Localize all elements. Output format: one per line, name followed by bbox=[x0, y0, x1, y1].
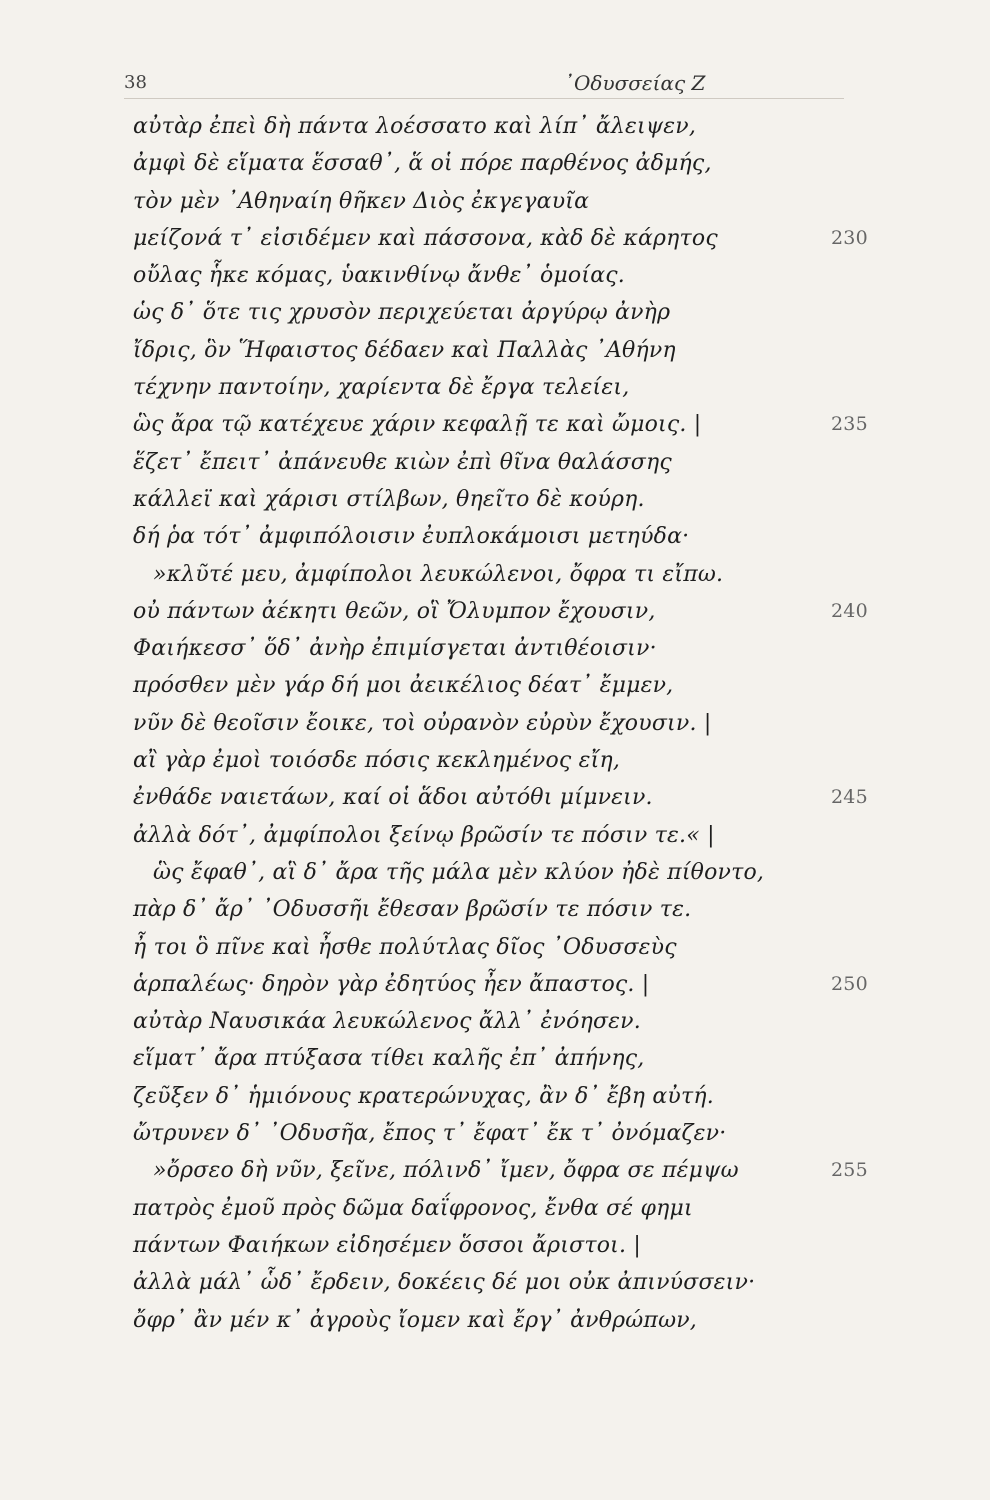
verse-text: ὡς δ᾽ ὅτε τις χρυσὸν περιχεύεται ἀργύρῳ ἀνὴρ bbox=[133, 300, 671, 326]
verse-text: πρόσθεν μὲν γάρ δή μοι ἀεικέλιος δέατ᾽ ἔμμεν, bbox=[133, 673, 674, 699]
verse-text: ἦ τοι ὃ πῖνε καὶ ἦσθε πολύτλας δῖος ᾽Οδυσσεὺς bbox=[133, 934, 677, 960]
verse-text: ἕζετ᾽ ἔπειτ᾽ ἀπάνευθε κιὼν ἐπὶ θῖνα θαλάσσης bbox=[133, 449, 672, 475]
verse-line bbox=[133, 1152, 868, 1189]
verse-text: αὐτὰρ Ναυσικάα λευκώλενος ἄλλ᾽ ἐνόησεν. bbox=[133, 1009, 641, 1035]
verse-text: πατρὸς ἐμοῦ πρὸς δῶμα δαΐφρονος, ἔνθα σέ φημι bbox=[133, 1195, 693, 1221]
line-number: 230 bbox=[831, 226, 868, 249]
verse-text: ἁρπαλέως· δηρὸν γὰρ ἐδητύος ἦεν ἄπαστος. | bbox=[133, 971, 650, 997]
line-number: 245 bbox=[831, 786, 868, 809]
verse-text: ὣς ἄρα τῷ κατέχευε χάριν κεφαλῇ τε καὶ ὤμοις. | bbox=[133, 412, 702, 438]
verse-line bbox=[133, 817, 853, 854]
verse-text: αὐτὰρ ἐπεὶ δὴ πάντα λοέσσατο καὶ λίπ᾽ ἄλειψεν, bbox=[133, 114, 697, 139]
verse-text: τὸν μὲν ᾽Αθηναίη θῆκεν Διὸς ἐκγεγαυῖα bbox=[133, 188, 590, 214]
verse-text: ἀλλὰ μάλ᾽ ὧδ᾽ ἔρδειν, δοκέεις δέ μοι οὐκ ἀπινύσσειν· bbox=[133, 1270, 756, 1296]
line-number: 240 bbox=[831, 599, 868, 622]
verse-line bbox=[133, 667, 853, 704]
page-header bbox=[124, 68, 844, 99]
verse-text: ἴδρις, ὃν Ἥφαιστος δέδαεν καὶ Παλλὰς ᾽Αθήνη bbox=[133, 337, 676, 363]
verse-line bbox=[133, 1302, 853, 1339]
verse-text: μείζονά τ᾽ εἰσιδέμεν καὶ πάσσονα, κὰδ δὲ κάρητος bbox=[133, 225, 718, 251]
verse-text: οὔλας ἧκε κόμας, ὑακινθίνῳ ἄνθε᾽ ὁμοίας. bbox=[133, 263, 625, 289]
verse-line bbox=[133, 369, 853, 406]
verse-line bbox=[133, 145, 853, 182]
verse-line bbox=[133, 257, 853, 294]
verse-text: δή ῥα τότ᾽ ἀμφιπόλοισιν ἐυπλοκάμοισι μετηύδα· bbox=[133, 524, 690, 550]
verse-text: πὰρ δ᾽ ἄρ᾽ ᾽Οδυσσῆι ἔθεσαν βρῶσίν τε πόσιν τε. bbox=[133, 897, 692, 923]
verse-line bbox=[133, 1078, 853, 1115]
running-head: ᾽Οδυσσείας Ζ bbox=[564, 71, 706, 95]
verse-text: τέχνην παντοίην, χαρίεντα δὲ ἔργα τελείει, bbox=[133, 375, 630, 401]
verse-line bbox=[133, 742, 853, 779]
line-number: 250 bbox=[831, 972, 868, 995]
verse-line bbox=[133, 406, 868, 443]
verse-line bbox=[133, 556, 853, 593]
verse-lines bbox=[133, 108, 868, 1339]
verse-line bbox=[133, 1003, 853, 1040]
verse-text: ὣς ἔφαθ᾽, αἳ δ᾽ ἄρα τῆς μάλα μὲν κλύον ἠδὲ πίθοντο, bbox=[153, 859, 765, 885]
verse-text: ἀμφὶ δὲ εἵματα ἕσσαθ᾽, ἅ οἱ πόρε παρθένος ἀδμής, bbox=[133, 151, 712, 177]
verse-line bbox=[133, 294, 853, 331]
verse-line bbox=[133, 183, 853, 220]
verse-line bbox=[133, 108, 853, 145]
verse-text: ἐνθάδε ναιετάων, καί οἱ ἅδοι αὐτόθι μίμνειν. bbox=[133, 785, 653, 811]
verse-text: οὐ πάντων ἀέκητι θεῶν, οἳ Ὄλυμπον ἔχουσιν, bbox=[133, 598, 656, 624]
verse-line bbox=[133, 1227, 853, 1264]
verse-text: Φαιήκεσσ᾽ ὅδ᾽ ἀνὴρ ἐπιμίσγεται ἀντιθέοισιν· bbox=[133, 636, 657, 662]
verse-line bbox=[133, 593, 868, 630]
verse-text: ὄφρ᾽ ἂν μέν κ᾽ ἀγροὺς ἴομεν καὶ ἔργ᾽ ἀνθρώπων, bbox=[133, 1307, 698, 1333]
page-number: 38 bbox=[124, 72, 147, 93]
verse-line bbox=[133, 779, 868, 816]
verse-line bbox=[133, 1040, 853, 1077]
verse-line bbox=[133, 518, 853, 555]
verse-line bbox=[133, 220, 868, 257]
verse-line bbox=[133, 1264, 853, 1301]
verse-text: πάντων Φαιήκων εἰδησέμεν ὅσσοι ἄριστοι. | bbox=[133, 1232, 641, 1258]
verse-text: εἵματ᾽ ἄρα πτύξασα τίθει καλῆς ἐπ᾽ ἀπήνης, bbox=[133, 1046, 645, 1072]
verse-line bbox=[133, 966, 868, 1003]
verse-line bbox=[133, 444, 853, 481]
verse-text: ζεῦξεν δ᾽ ἡμιόνους κρατερώνυχας, ἂν δ᾽ ἔβη αὐτή. bbox=[133, 1083, 714, 1109]
line-number: 255 bbox=[831, 1159, 868, 1182]
verse-line bbox=[133, 705, 853, 742]
verse-text: ἀλλὰ δότ᾽, ἀμφίπολοι ξείνῳ βρῶσίν τε πόσιν τε.« | bbox=[133, 822, 715, 848]
verse-line bbox=[133, 854, 853, 891]
verse-line bbox=[133, 929, 853, 966]
verse-text: »κλῦτέ μευ, ἀμφίπολοι λευκώλενοι, ὄφρα τι εἴπω. bbox=[153, 561, 724, 587]
verse-text: αἲ γὰρ ἐμοὶ τοιόσδε πόσις κεκλημένος εἴη, bbox=[133, 748, 621, 774]
verse-text: »ὄρσεο δὴ νῦν, ξεῖνε, πόλινδ᾽ ἴμεν, ὄφρα σε πέμψω bbox=[153, 1158, 739, 1184]
line-number: 235 bbox=[831, 413, 868, 436]
verse-text: νῦν δὲ θεοῖσιν ἔοικε, τοὶ οὐρανὸν εὐρὺν ἔχουσιν. | bbox=[133, 710, 712, 736]
verse-line bbox=[133, 1115, 853, 1152]
verse-line bbox=[133, 1190, 853, 1227]
verse-line bbox=[133, 481, 853, 518]
verse-line bbox=[133, 332, 853, 369]
verse-line bbox=[133, 891, 853, 928]
verse-text: κάλλεϊ καὶ χάρισι στίλβων, θηεῖτο δὲ κούρη. bbox=[133, 486, 645, 512]
verse-line bbox=[133, 630, 853, 667]
verse-text: ὤτρυνεν δ᾽ ᾽Οδυσῆα, ἔπος τ᾽ ἔφατ᾽ ἔκ τ᾽ ὀνόμαζεν· bbox=[133, 1121, 727, 1147]
